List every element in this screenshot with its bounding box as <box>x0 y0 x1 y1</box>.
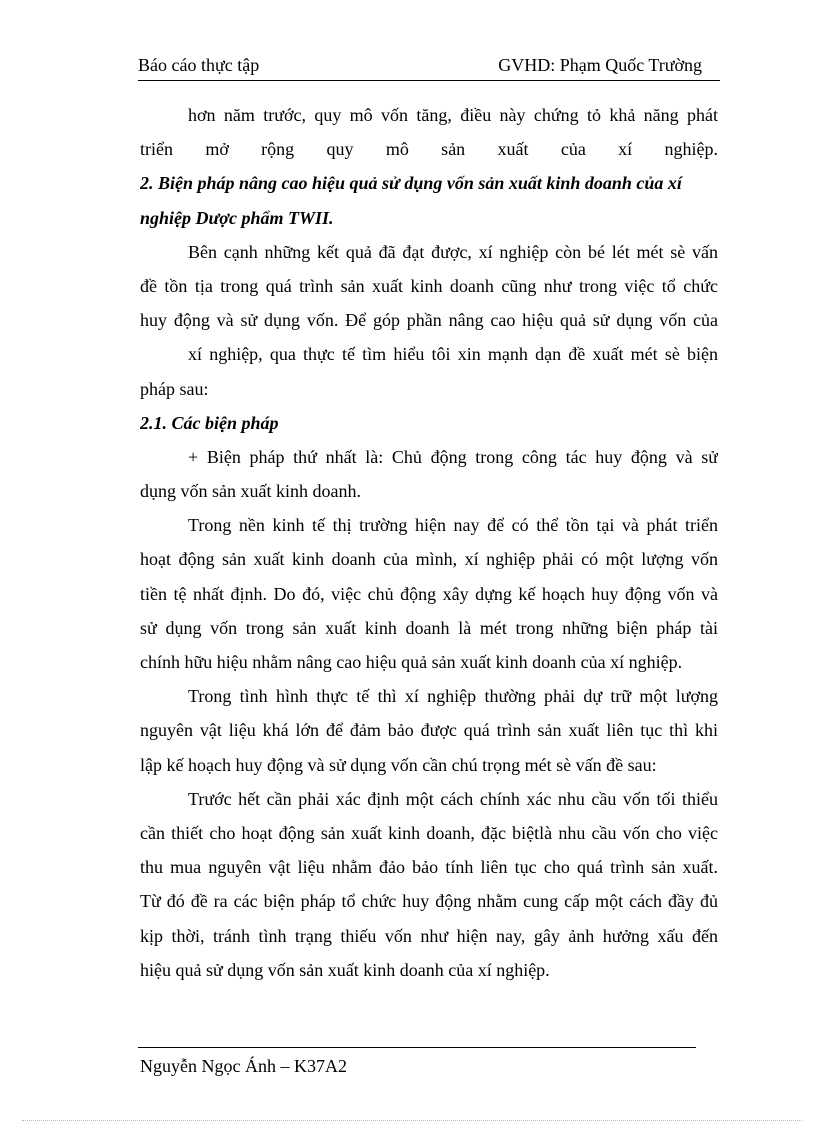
text-line: triển mở rộng quy mô sản xuất của xí nghiệp. <box>140 139 718 160</box>
text-line: hiệu quả sử dụng vốn sản xuất kinh doanh của xí nghiệp. <box>140 959 550 980</box>
text-line: huy động và sử dụng vốn. Để góp phần nâng cao hiệu quả sử dụng vốn của <box>140 310 718 331</box>
header-report-title: Báo cáo thực tập <box>138 55 260 75</box>
section-heading: 2. Biện pháp nâng cao hiệu quả sử dụng vốn sản xuất kinh doanh của xí <box>140 173 682 194</box>
document-body <box>140 98 718 987</box>
page-header <box>138 52 720 81</box>
text-line: cần thiết cho hoạt động sản xuất kinh doanh, đặc biệtlà nhu cầu vốn cho việc <box>140 822 718 843</box>
text-line: Trước hết cần phải xác định một cách chính xác nhu cầu vốn tối thiểu <box>188 788 718 809</box>
text-line: tiền tệ nhất định. Do đó, việc chủ động xây dựng kế hoạch huy động vốn và <box>140 583 718 604</box>
subsection-heading: 2.1. Các biện pháp <box>140 412 279 433</box>
text-line: dụng vốn sản xuất kinh doanh. <box>140 481 361 502</box>
text-line: chính hữu hiệu nhằm nâng cao hiệu quả sản xuất kinh doanh của xí nghiệp. <box>140 652 683 672</box>
text-line: xí nghiệp, qua thực tế tìm hiểu tôi xin mạnh dạn đề xuất mét sè biện <box>188 344 718 365</box>
text-line: đề tồn tịa trong quá trình sản xuất kinh doanh cũng như trong việc tổ chức <box>140 275 718 296</box>
text-line: Trong tình hình thực tế thì xí nghiệp thường phải dự trữ một lượng <box>188 686 718 707</box>
text-line: Từ đó đề ra các biện pháp tổ chức huy động nhằm cung cấp một cách đầy đủ <box>140 891 718 912</box>
section-heading: nghiệp Dược phẩm TWII. <box>140 207 334 228</box>
footer-divider <box>138 1047 696 1048</box>
text-line: Bên cạnh những kết quả đã đạt được, xí nghiệp còn bé lét mét sè vấn <box>188 241 718 262</box>
text-line: lập kế hoạch huy động và sử dụng vốn cần chú trọng mét sè vấn đề sau: <box>140 754 657 775</box>
text-line: nguyên vật liệu khá lớn để đảm bảo được quá trình sản xuất liên tục thì khi <box>140 720 718 741</box>
text-line: thu mua nguyên vật liệu nhằm đảo bảo tính liên tục cho quá trình sản xuất. <box>140 857 718 878</box>
footer-author: Nguyễn Ngọc Ánh – K37A2 <box>140 1056 347 1076</box>
text-line: Trong nền kinh tế thị trường hiện nay để có thể tồn tại và phát triển <box>188 515 718 536</box>
text-line: sử dụng vốn trong sản xuất kinh doanh là mét trong những biện pháp tài <box>140 617 718 638</box>
text-line: hoạt động sản xuất kinh doanh của mình, xí nghiệp phải có một lượng vốn <box>140 549 718 570</box>
text-line: hơn năm trước, quy mô vốn tăng, điều này chứng tỏ khả năng phát <box>188 105 718 125</box>
header-advisor: GVHD: Phạm Quốc Trường <box>498 55 702 75</box>
text-line: + Biện pháp thứ nhất là: Chủ động trong công tác huy động và sử <box>188 446 718 467</box>
text-line: kịp thời, tránh tình trạng thiếu vốn như hiện nay, gây ảnh hưởng xấu đến <box>140 925 718 946</box>
text-line: pháp sau: <box>140 378 209 399</box>
page-bottom-edge <box>22 1120 802 1121</box>
